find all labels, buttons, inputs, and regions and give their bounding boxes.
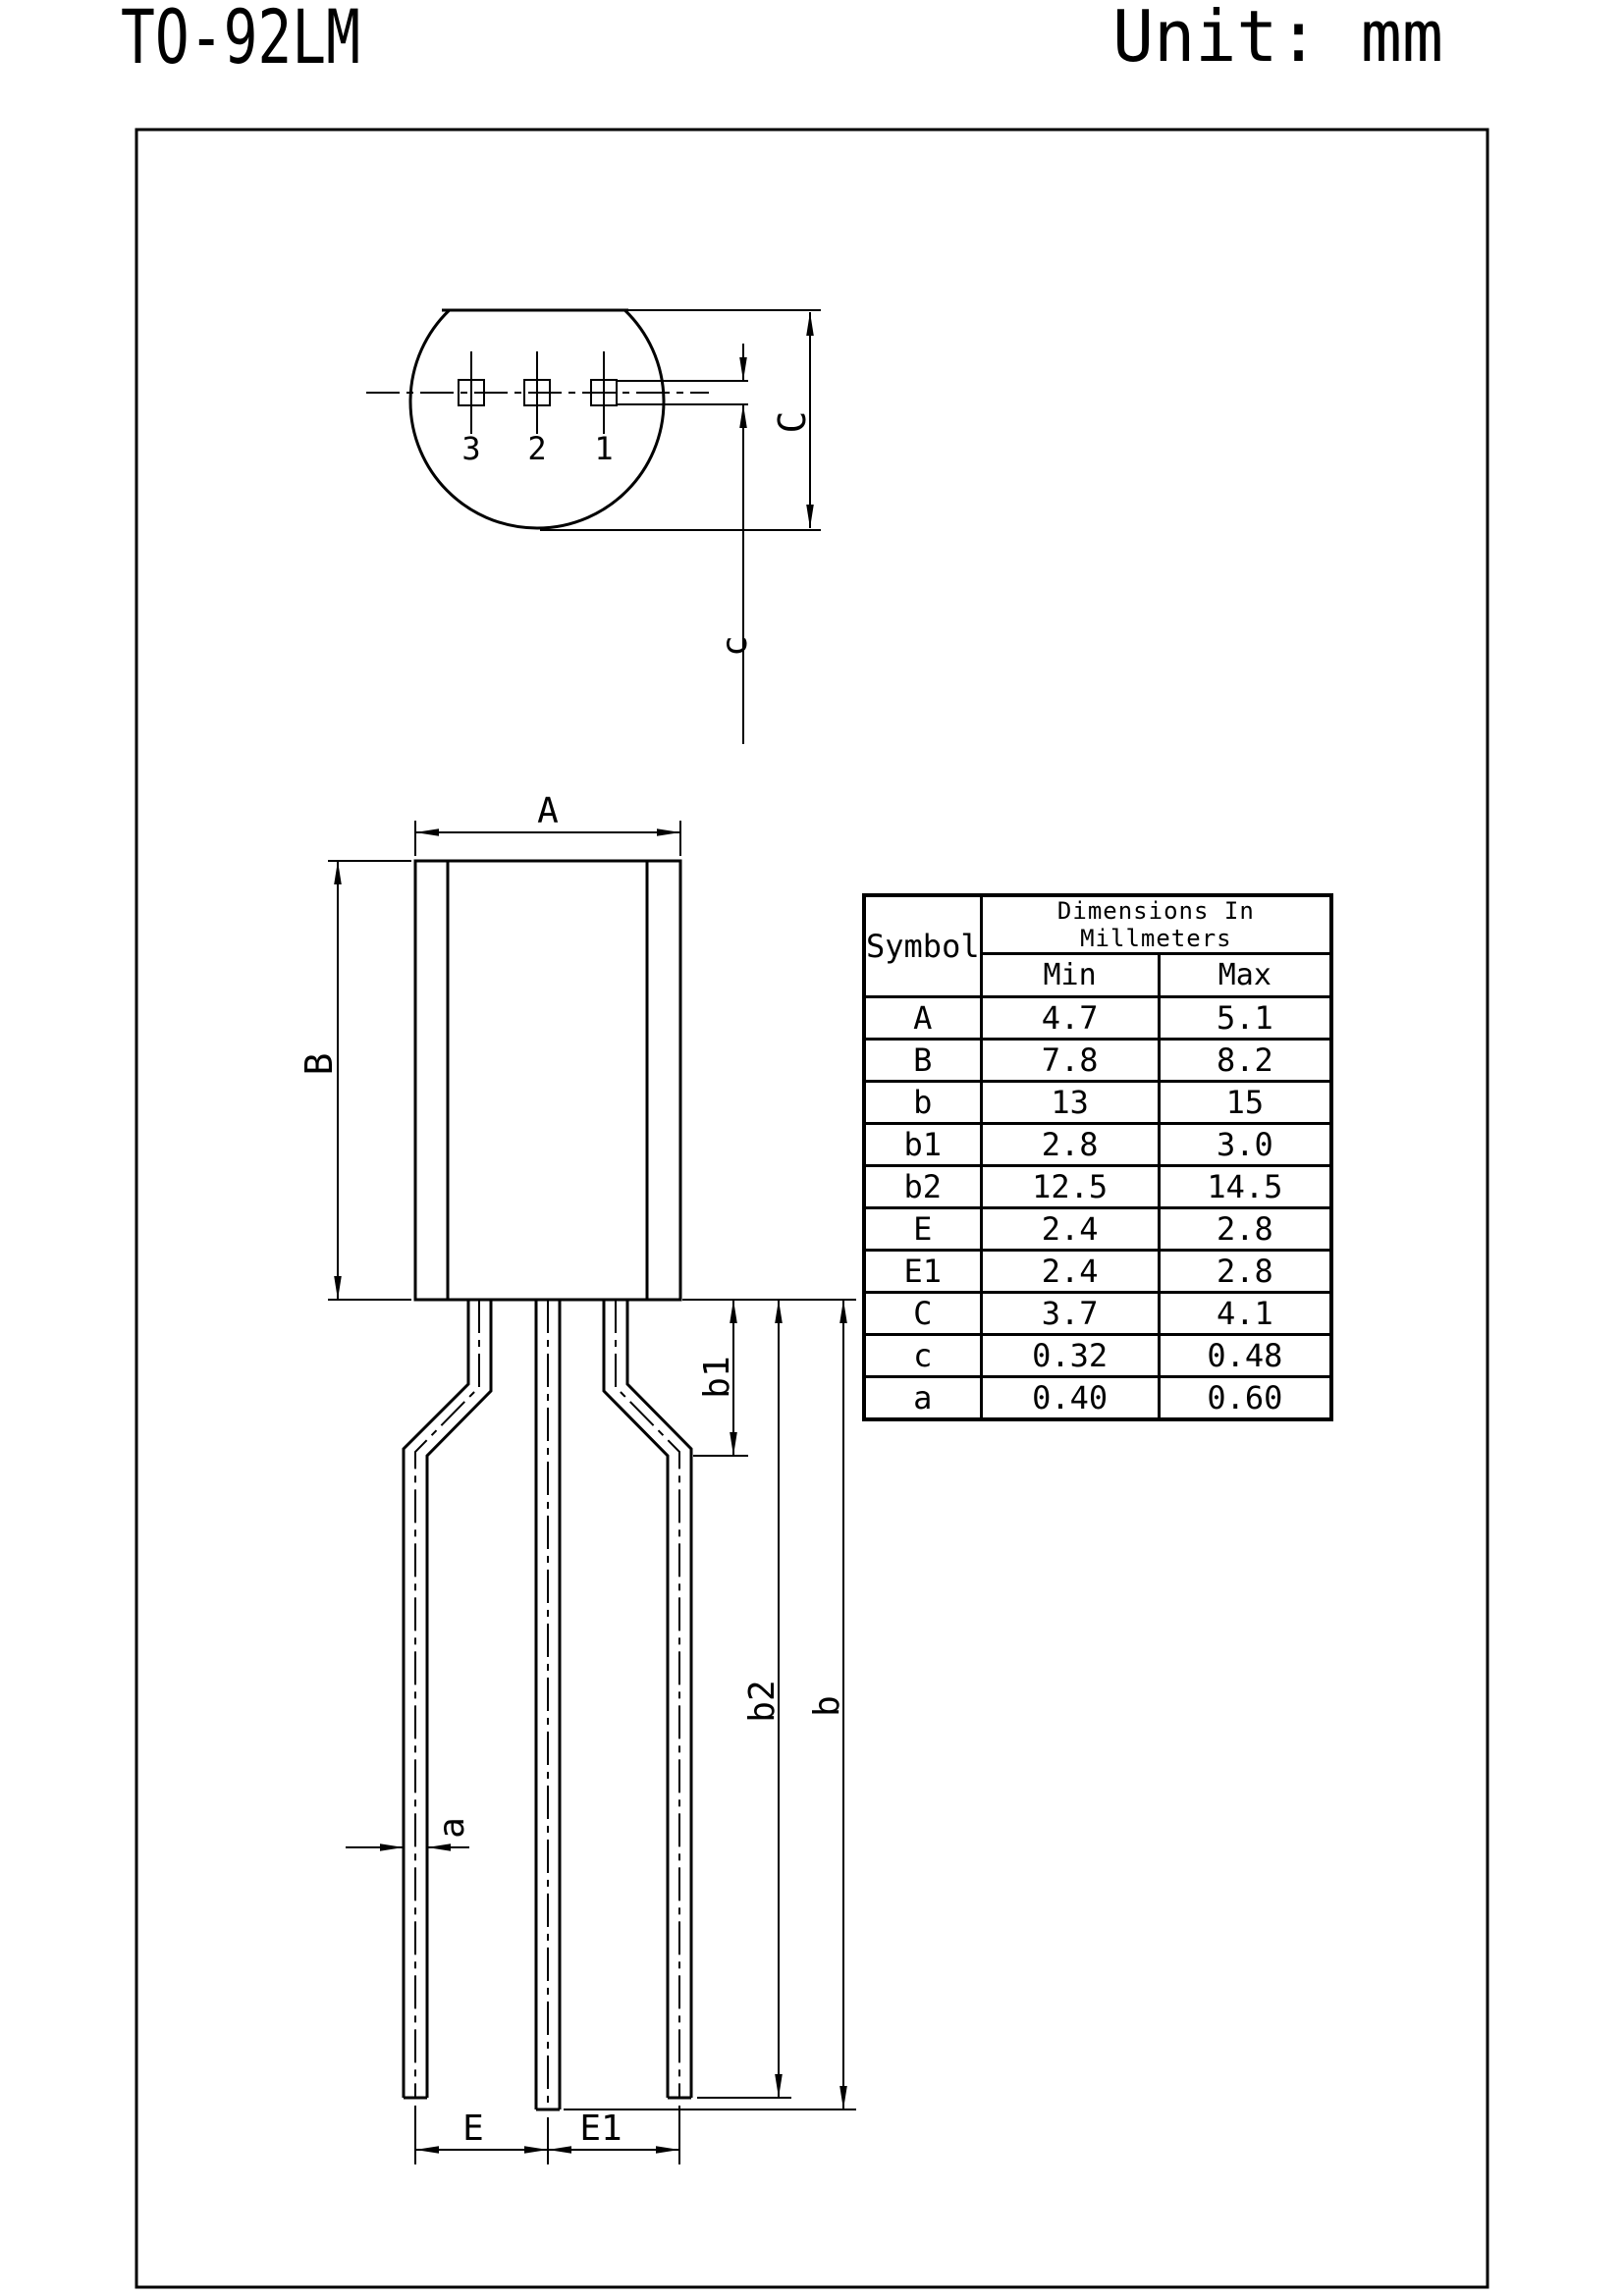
page-title: TO-92LM: [121, 0, 360, 80]
dim-label-E: E: [462, 2109, 484, 2149]
dimension-b2: [697, 1300, 791, 2098]
max-cell: 14.5: [1159, 1166, 1331, 1208]
top-view: [366, 310, 821, 744]
symbol-cell: b2: [864, 1166, 981, 1208]
max-cell: 8.2: [1159, 1040, 1331, 1082]
min-cell: 4.7: [981, 997, 1159, 1040]
dim-label-B: B: [298, 1052, 341, 1076]
max-header: Max: [1159, 954, 1331, 997]
table-row: [864, 997, 1331, 1040]
pin-label-3: 3: [461, 430, 481, 467]
dimension-C: [771, 312, 814, 528]
min-cell: 2.4: [981, 1208, 1159, 1251]
min-cell: 0.40: [981, 1377, 1159, 1419]
symbol-cell: c: [864, 1335, 981, 1377]
dim-label-b2: b2: [742, 1680, 783, 1723]
symbol-cell: E: [864, 1208, 981, 1251]
max-cell: 2.8: [1159, 1208, 1331, 1251]
dimension-B: [298, 861, 411, 1300]
dimensions-table: [862, 893, 1333, 1421]
max-cell: 15: [1159, 1082, 1331, 1124]
unit-label: Unit: mm: [1112, 0, 1443, 78]
table-row: [864, 1166, 1331, 1208]
front-view: [298, 791, 856, 2164]
max-cell: 0.48: [1159, 1335, 1331, 1377]
dim-label-c: c: [715, 635, 755, 657]
symbol-cell: B: [864, 1040, 981, 1082]
dimension-E: [415, 2106, 679, 2164]
lead-middle: [536, 1300, 560, 2109]
dim-label-E1: E1: [579, 2109, 622, 2149]
dim-label-A: A: [537, 791, 559, 831]
min-cell: 2.4: [981, 1251, 1159, 1293]
table-row: [864, 1124, 1331, 1166]
symbol-header: Symbol: [864, 895, 981, 997]
min-cell: 13: [981, 1082, 1159, 1124]
lead-right: [604, 1300, 691, 2098]
min-cell: 7.8: [981, 1040, 1159, 1082]
symbol-cell: A: [864, 997, 981, 1040]
package-body: [415, 861, 680, 1300]
min-cell: 12.5: [981, 1166, 1159, 1208]
symbol-cell: E1: [864, 1251, 981, 1293]
dimension-b: [564, 1300, 856, 2109]
min-cell: 3.7: [981, 1293, 1159, 1335]
table-header-row: [864, 895, 1331, 954]
table-row: [864, 1293, 1331, 1335]
max-cell: 4.1: [1159, 1293, 1331, 1335]
symbol-cell: C: [864, 1293, 981, 1335]
dimensions-header: Dimensions In Millmeters: [981, 895, 1331, 954]
dimension-E1: [548, 2109, 679, 2150]
dimension-a: [346, 1817, 472, 1847]
table-row: [864, 1040, 1331, 1082]
table-row: [864, 1208, 1331, 1251]
dim-label-b1: b1: [697, 1356, 737, 1399]
max-cell: 3.0: [1159, 1124, 1331, 1166]
dimension-A: [415, 791, 680, 856]
symbol-cell: b: [864, 1082, 981, 1124]
max-cell: 2.8: [1159, 1251, 1331, 1293]
min-header: Min: [981, 954, 1159, 997]
symbol-cell: a: [864, 1377, 981, 1419]
dim-label-a: a: [432, 1817, 472, 1839]
dimension-b1: [693, 1300, 748, 1456]
min-cell: 0.32: [981, 1335, 1159, 1377]
pin-label-1: 1: [594, 430, 614, 467]
pin-label-2: 2: [527, 430, 547, 467]
dim-label-C: C: [771, 410, 814, 434]
min-cell: 2.8: [981, 1124, 1159, 1166]
table-row: [864, 1377, 1331, 1419]
table-row: [864, 1335, 1331, 1377]
table-row: [864, 1082, 1331, 1124]
dim-label-b: b: [807, 1695, 847, 1717]
max-cell: 5.1: [1159, 997, 1331, 1040]
symbol-cell: b1: [864, 1124, 981, 1166]
table-row: [864, 1251, 1331, 1293]
lead-left: [404, 1300, 491, 2098]
max-cell: 0.60: [1159, 1377, 1331, 1419]
